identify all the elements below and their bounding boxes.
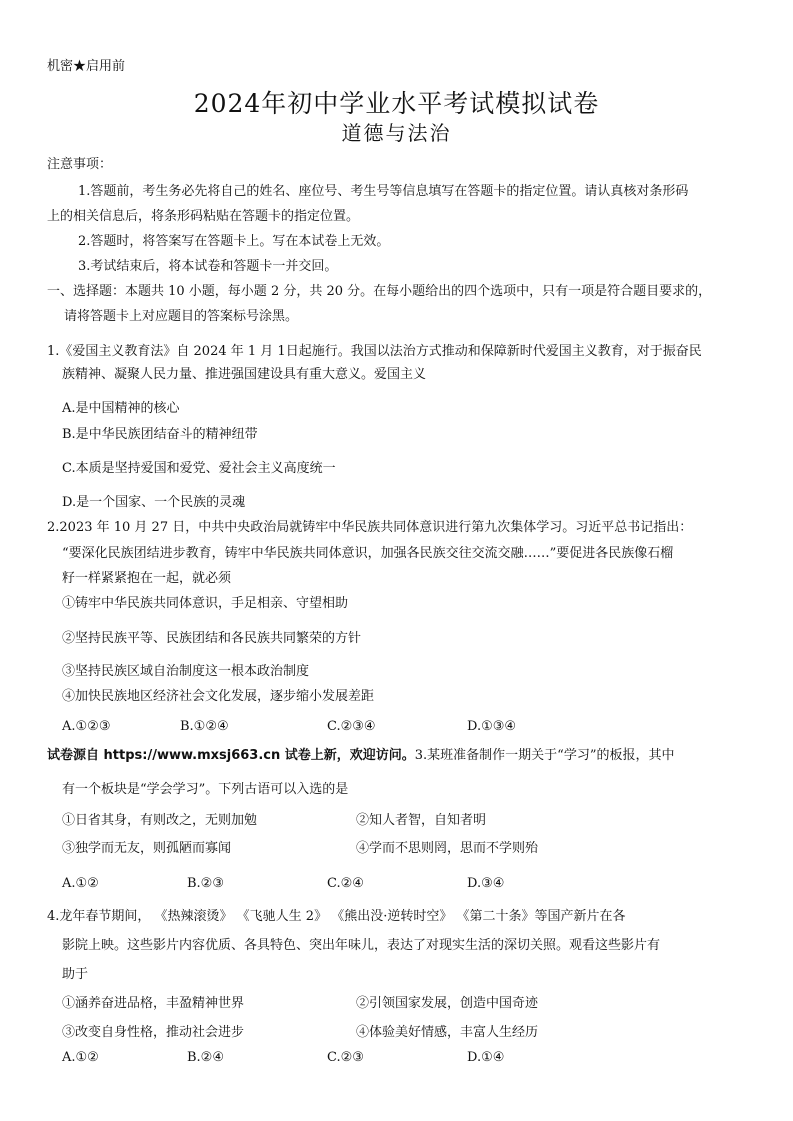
- exam-title: 2024年初中学业水平考试模拟试卷: [193, 89, 600, 118]
- question-3-stem-start: 3.某班准备制作一期关于“学习”的板报，其中: [414, 748, 675, 763]
- notice-item-2: 2.答题时，将答案写在答题卡上。写在本试卷上无效。: [78, 234, 390, 249]
- question-1-option-c: C.本质是坚持爱国和爱党、爱社会主义高度统一: [62, 461, 336, 476]
- section-1-line-2: 请将答题卡上对应题目的答案标号涂黑。: [64, 309, 299, 324]
- question-4-line-3: 助于: [62, 967, 89, 982]
- notice-item-1-line-1: 1.答题前，考生务必先将自己的姓名、座位号、考生号等信息填写在答题卡的指定位置。请认真核对条形码: [78, 184, 689, 199]
- question-4-option-c: C.②③: [327, 1050, 364, 1065]
- notice-item-3: 3.考试结束后，将本试卷和答题卡一并交回。: [78, 259, 338, 274]
- question-2-option-d: D.①③④: [467, 719, 517, 734]
- exam-subject: 道德与法治: [341, 121, 452, 145]
- question-2-option-a: A.①②③: [62, 719, 111, 734]
- question-2-line-3: 籽一样紧紧抱在一起，就必须: [62, 571, 232, 586]
- question-2-line-1: 2.2023 年 10 月 27 日，中共中央政治局就铸牢中华民族共同体意识进行第九次集体学习。习近平总书记指出：: [47, 520, 693, 535]
- question-3-option-a: A.①②: [62, 876, 99, 891]
- question-4-line-2: 影院上映。这些影片内容优质、各具特色、突出年味儿，表达了对现实生活的深切关照。观看这些影片有: [62, 938, 661, 953]
- question-3-line-2: 有一个板块是“学会学习”。下列古语可以入选的是: [62, 782, 349, 797]
- question-4-option-a: A.①②: [62, 1050, 99, 1065]
- question-3-statement-1: ①日省其身，有则改之，无则加勉: [62, 813, 258, 828]
- question-2-option-c: C.②③④: [327, 719, 376, 734]
- question-3-statement-4: ④学而不思则罔，思而不学则殆: [356, 841, 539, 856]
- question-4-line-1: 4.龙年春节期间， 《热辣滚烫》 《飞驰人生 2》 《熊出没·逆转时空》 《第二十条》等国产新片在各: [47, 909, 626, 924]
- source-notice: 试卷源自 https://www.mxsj663.cn 试卷上新，欢迎访问。: [47, 748, 415, 763]
- question-4-statement-3: ③改变自身性格，推动社会进步: [62, 1025, 245, 1040]
- question-2-statement-1: ①铸牢中华民族共同体意识，手足相亲、守望相助: [62, 596, 349, 611]
- question-1-option-d: D.是一个国家、一个民族的灵魂: [62, 495, 246, 510]
- question-4-option-b: B.②④: [187, 1050, 224, 1065]
- section-1-line-1: 一、选择题：本题共 10 小题，每小题 2 分，共 20 分。在每小题给出的四个选项中，只有一项是符合题目要求的，: [47, 284, 712, 299]
- question-3-option-c: C.②④: [327, 876, 364, 891]
- question-2-line-2: “要深化民族团结进步教育，铸牢中华民族共同体意识，加强各民族交往交流交融……”要促进各民族像石榴: [62, 546, 674, 561]
- question-2-statement-4: ④加快民族地区经济社会文化发展，逐步缩小发展差距: [62, 689, 375, 704]
- question-3-option-d: D.③④: [467, 876, 505, 891]
- question-2-statement-3: ③坚持民族区域自治制度这一根本政治制度: [62, 664, 310, 679]
- question-3-statement-3: ③独学而无友，则孤陋而寡闻: [62, 841, 232, 856]
- question-2-option-b: B.①②④: [180, 719, 229, 734]
- notice-label: 注意事项：: [47, 157, 113, 172]
- question-4-statement-1: ①涵养奋进品格，丰盈精神世界: [62, 996, 245, 1011]
- question-2-statement-2: ②坚持民族平等、民族团结和各民族共同繁荣的方针: [62, 631, 362, 646]
- confidential-mark: 机密★启用前: [47, 59, 126, 74]
- question-4-statement-4: ④体验美好情感，丰富人生经历: [356, 1025, 539, 1040]
- question-3-option-b: B.②③: [187, 876, 224, 891]
- question-1-option-a: A.是中国精神的核心: [62, 401, 180, 416]
- question-4-option-d: D.①④: [467, 1050, 505, 1065]
- question-4-statement-2: ②引领国家发展，创造中国奇迹: [356, 996, 539, 1011]
- question-1-option-b: B.是中华民族团结奋斗的精神纽带: [62, 427, 258, 442]
- question-1-line-2: 族精神、凝聚人民力量、推进强国建设具有重大意义。爱国主义: [62, 367, 427, 382]
- notice-item-1-line-2: 上的相关信息后，将条形码粘贴在答题卡的指定位置。: [47, 209, 360, 224]
- question-3-line-1: [47, 744, 674, 763]
- question-3-statement-2: ②知人者智，自知者明: [356, 813, 487, 828]
- question-1-line-1: 1.《爱国主义教育法》自 2024 年 1 月 1日起施行。我国以法治方式推动和保障新时代爱国主义教育，对于振奋民: [47, 344, 702, 359]
